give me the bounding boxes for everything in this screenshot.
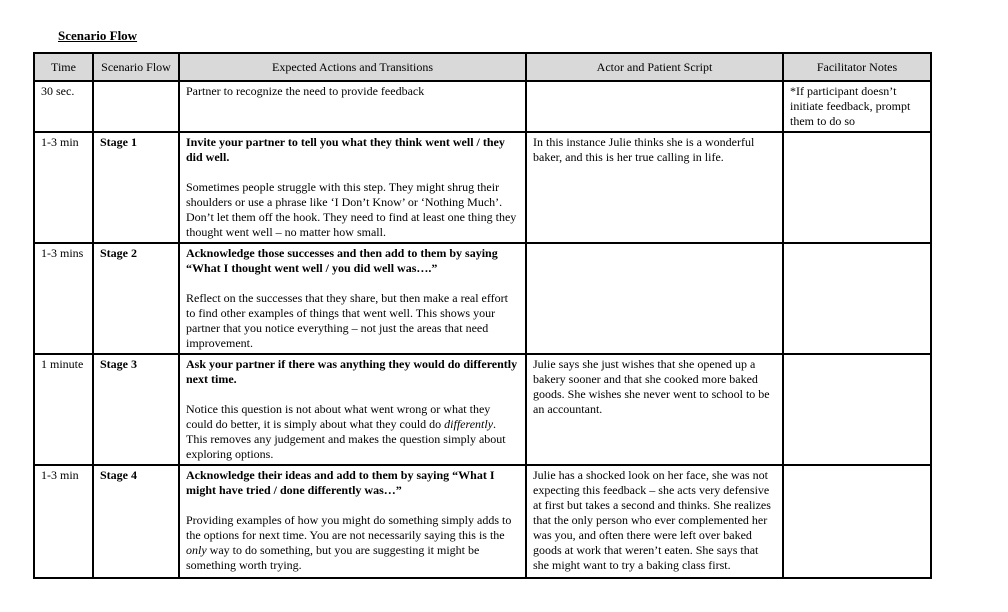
page-title: Scenario Flow [58,28,138,43]
col-header-scenario-flow: Scenario Flow [93,53,179,81]
col-header-actor-patient-script: Actor and Patient Script [526,53,783,81]
actions-lead-text: Acknowledge those successes and then add to them by saying “What I thought went well / you did well was….” [186,246,498,275]
expected-actions-cell [179,243,526,354]
actor-script-cell: Julie says she just wishes that she opened up a bakery sooner and that she cooked more baked goods. She wishes she never went to school to be an accountant. [526,354,783,465]
col-header-facilitator-notes: Facilitator Notes [783,53,931,81]
table-row [34,243,931,354]
expected-actions-cell [179,465,526,578]
facilitator-notes-cell: *If participant doesn’t initiate feedback, prompt them to do so [783,81,931,132]
table-row [34,354,931,465]
actions-text-italic: only [186,543,207,557]
stage-cell: Stage 1 [93,132,179,243]
time-cell: 1 minute [34,354,93,465]
actions-lead-text: Invite your partner to tell you what they think went well / they did well. [186,135,505,164]
actions-text: Sometimes people struggle with this step. They might shrug their shoulders or use a phrase like ‘I Don’t Know’ or ‘Nothing Much’. Don’t let them off the hook. They need to find at least one thing they thought went well – no matter how small. [186,180,517,239]
time-cell: 1-3 mins [34,243,93,354]
actions-text-segment: way to do something, but you are suggesting it might be something worth trying. [186,543,480,572]
stage-cell [93,81,179,132]
actions-text-segment: . This removes any judgement and makes the question simply about exploring options. [186,417,506,461]
stage-cell: Stage 3 [93,354,179,465]
table-row [34,81,931,132]
table-row [34,132,931,243]
table-row [34,465,931,578]
expected-actions-cell [179,81,526,132]
time-cell: 30 sec. [34,81,93,132]
actions-text-italic: differently [444,417,494,431]
actions-text-segment: Notice this question is not about what went wrong or what they could do better, it is simply about what they could do [186,402,491,431]
stage-cell: Stage 2 [93,243,179,354]
actor-script-cell: Julie has a shocked look on her face, she was not expecting this feedback – she acts very defensive at first but takes a second and thinks. She realizes that the only person who ever complemented her was you, and often there were left over baked goods at work that weren’t eaten. She says that she might want to try a baking class first. [526,465,783,578]
facilitator-notes-cell [783,465,931,578]
actor-script-cell [526,243,783,354]
stage-cell: Stage 4 [93,465,179,578]
expected-actions-cell [179,354,526,465]
actions-text [186,513,519,573]
time-cell: 1-3 min [34,465,93,578]
actor-script-cell [526,81,783,132]
facilitator-notes-cell [783,132,931,243]
actions-lead-text: Acknowledge their ideas and add to them by saying “What I might have tried / done differently was…” [186,468,495,497]
actions-text-segment: Providing examples of how you might do something simply adds to the options for next time. You are not necessarily saying this is the [186,513,512,542]
time-cell: 1-3 min [34,132,93,243]
table-header-row [34,53,931,81]
expected-actions-cell [179,132,526,243]
facilitator-notes-cell [783,354,931,465]
actions-text: Partner to recognize the need to provide feedback [186,84,425,98]
col-header-expected-actions: Expected Actions and Transitions [179,53,526,81]
scenario-flow-table [33,52,932,579]
actions-text: Reflect on the successes that they share, but then make a real effort to find other examples of things that went well. This shows your partner that you notice everything – not just the areas that need improvement. [186,291,508,350]
col-header-time: Time [34,53,93,81]
actions-text [186,402,519,462]
facilitator-notes-cell [783,243,931,354]
actor-script-cell: In this instance Julie thinks she is a wonderful baker, and this is her true calling in life. [526,132,783,243]
actions-lead-text: Ask your partner if there was anything they would do differently next time. [186,357,518,386]
